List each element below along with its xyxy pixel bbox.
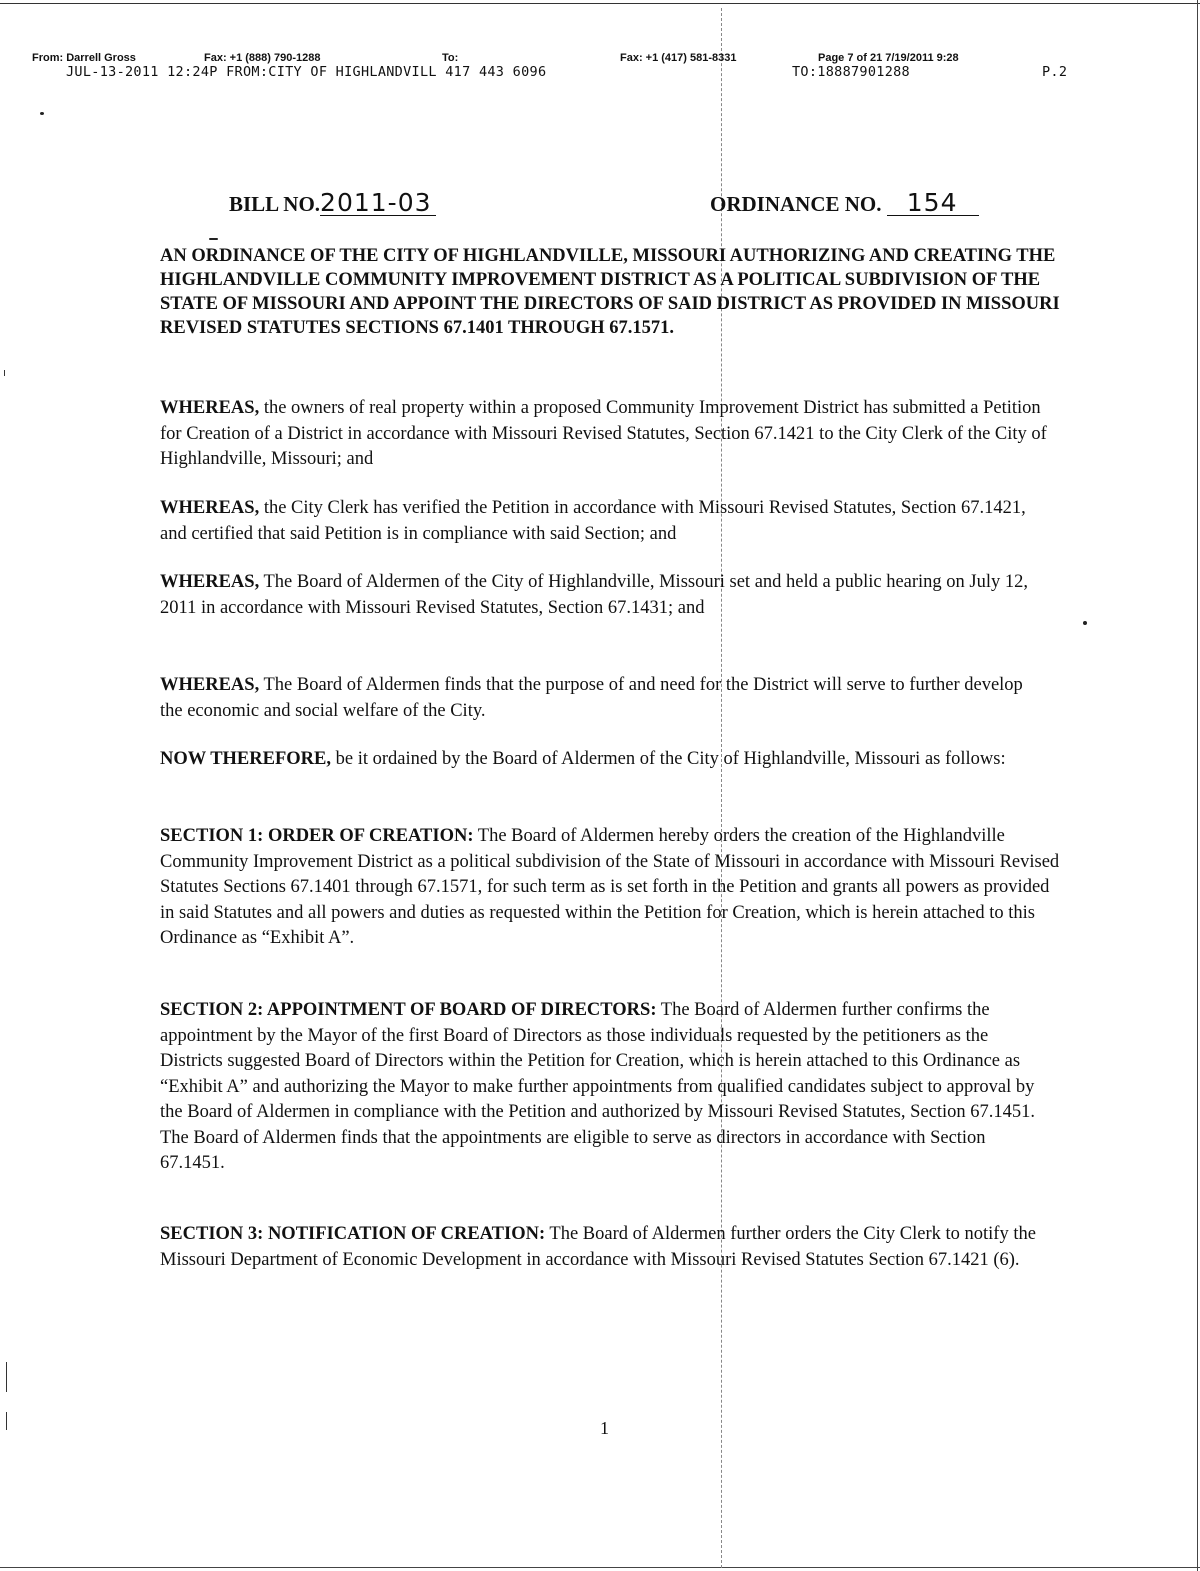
paragraph-text: the owners of real property within a proposed Community Improvement District has submitted a Petition for Creation of a District in accordance with Missouri Revised Statutes, Section 67.1421 to the City Clerk of the City of Highlandville, Missouri; and [160, 398, 1047, 469]
bill-number-handwritten: 2011-03 [320, 191, 435, 216]
ordinance-label: ORDINANCE NO. [710, 192, 882, 216]
now-therefore-paragraph [160, 747, 1050, 773]
ordinance-title: AN ORDINANCE OF THE CITY OF HIGHLANDVILLE, MISSOURI AUTHORIZING AND CREATING THE HIGHLANDVILLE COMMUNITY IMPROVEMENT DISTRICT AS A POLITICAL SUBDIVISION OF THE STATE OF MISSOURI AND APPOINT THE DIRECTORS OF SAID DISTRICT AS PROVIDED IN MISSOURI REVISED STATUTES SECTIONS 67.1401 THROUGH 67.1571. [160, 246, 1060, 338]
section-3-paragraph [160, 1222, 1050, 1273]
transmission-from: JUL-13-2011 12:24P FROM:CITY OF HIGHLANDVILL 417 443 6096 [66, 64, 547, 80]
fax-to: To: [442, 52, 459, 64]
paragraph-text: The Board of Aldermen hereby orders the creation of the Highlandville Community Improvement District as a political subdivision of the State of Missouri in accordance with Missouri Revised Statutes Sections 67.1401 through 67.1571, for such term as is set forth in the Petition and grants all powers as provided in said Statutes and all powers and duties as requested within the Petition for Creation, which is herein attached to this Ordinance as “Exhibit A”. [160, 826, 1060, 948]
paragraph-lead: WHEREAS, [160, 572, 260, 592]
whereas-paragraph-1 [160, 396, 1050, 473]
fax-page-info: Page 7 of 21 7/19/2011 9:28 [818, 52, 959, 64]
section-2-paragraph [160, 998, 1050, 1177]
whereas-paragraph-2 [160, 496, 1050, 547]
ordinance-number-line [710, 188, 979, 217]
bill-number-line [229, 188, 436, 217]
paragraph-text: The Board of Aldermen finds that the purpose of and need for the District will serve to further develop the economic and social welfare of the City. [160, 675, 1023, 721]
paragraph-text: The Board of Aldermen of the City of Highlandville, Missouri set and held a public hearing on July 12, 2011 in accordance with Missouri Revised Statutes, Section 67.1431; and [160, 572, 1029, 618]
scan-speck [1083, 621, 1087, 625]
scan-scratch [4, 370, 5, 376]
fax-from-number: Fax: +1 (888) 790-1288 [204, 52, 321, 64]
section-heading: SECTION 3: NOTIFICATION OF CREATION: [160, 1224, 546, 1244]
section-heading: SECTION 1: ORDER OF CREATION: [160, 826, 474, 846]
page-number: 1 [600, 1418, 609, 1438]
whereas-paragraph-3 [160, 570, 1050, 621]
paragraph-lead: WHEREAS, [160, 675, 260, 695]
paragraph-text: the City Clerk has verified the Petition in accordance with Missouri Revised Statutes, Section 67.1421, and certified that said Petition is in compliance with said Section; and [160, 498, 1026, 544]
scan-speck [209, 238, 218, 240]
fax-from: From: Darrell Gross [32, 52, 136, 64]
fold-line [721, 8, 722, 1568]
scan-speck [40, 112, 44, 115]
paragraph-lead: WHEREAS, [160, 498, 260, 518]
fax-to-number: Fax: +1 (417) 581-8331 [620, 52, 737, 64]
paragraph-lead: WHEREAS, [160, 398, 260, 418]
scan-scratch [6, 1362, 7, 1392]
section-1-paragraph [160, 824, 1060, 952]
paragraph-text: The Board of Aldermen further orders the City Clerk to notify the Missouri Department of Economic Development in accordance with Missouri Revised Statutes Section 67.1421 (6). [160, 1224, 1036, 1270]
ordinance-number-handwritten: 154 [887, 191, 980, 216]
scan-edge-right [1197, 0, 1198, 1571]
paragraph-text: The Board of Aldermen further confirms the appointment by the Mayor of the first Board of Directors as those individuals requested by the petitioners as the Districts suggested Board of Directors within the Petition for Creation, which is herein attached to this Ordinance as “Exhibit A” and authorizing the Mayor to make further appointments from qualified candidates subject to approval by the Board of Aldermen in compliance with the Petition and authorized by Missouri Revised Statutes, Section 67.1451. The Board of Aldermen finds that the appointments are eligible to serve as directors in accordance with Section 67.1451. [160, 1000, 1036, 1173]
paragraph-text: be it ordained by the Board of Aldermen of the City of Highlandville, Missouri as follows: [331, 749, 1006, 769]
whereas-paragraph-4 [160, 673, 1050, 724]
scan-edge-bottom [0, 1567, 1200, 1568]
scan-scratch [6, 1412, 7, 1430]
transmission-to: TO:18887901288 [792, 64, 910, 80]
scan-edge-top [0, 3, 1200, 4]
transmission-page: P.2 [1042, 64, 1068, 80]
bill-label: BILL NO. [229, 192, 321, 216]
section-heading: SECTION 2: APPOINTMENT OF BOARD OF DIRECTORS: [160, 1000, 657, 1020]
paragraph-lead: NOW THEREFORE, [160, 749, 331, 769]
